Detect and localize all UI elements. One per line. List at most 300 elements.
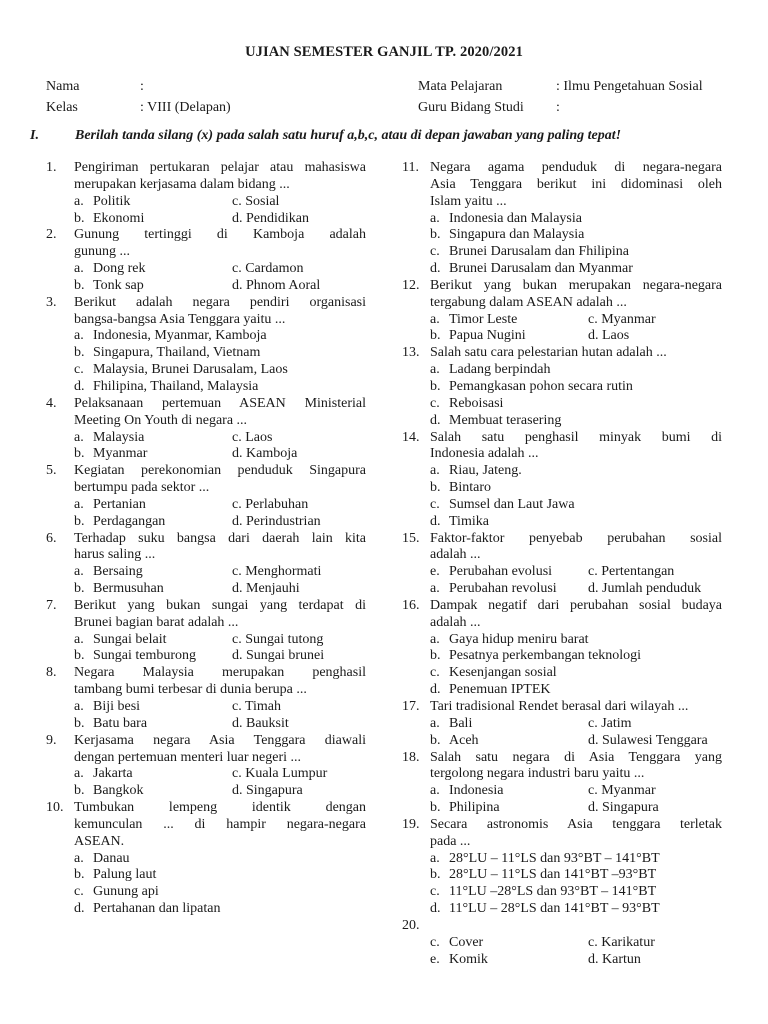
question-number: 11. [402,160,419,175]
answer-options [74,632,366,666]
answer-options [430,716,722,750]
option-text: Komik [449,951,488,967]
option-text: Myanmar [601,311,656,327]
option-letter: a. [74,193,84,209]
option-text: Perindustrian [246,513,321,529]
option-text: Pertentangan [601,564,675,580]
answer-option[interactable] [74,278,232,295]
answer-option[interactable] [74,497,232,514]
question-item [402,918,722,969]
answer-option[interactable] [430,463,722,480]
answer-option[interactable] [430,648,722,665]
answer-option[interactable] [430,783,588,800]
option-text: Brunei Darusalam dan Myanmar [449,261,633,277]
question-number: 9. [46,732,57,748]
option-letter: c. [430,934,440,950]
nama-label: Nama [46,79,80,94]
question-number: 2. [46,227,57,243]
option-letter: a. [430,783,440,799]
option-letter: c. [430,496,440,512]
answer-option[interactable] [430,851,722,868]
question-line: pada ... [430,833,471,849]
option-text: 28°LU – 11°LS dan 141°BT –93°BT [449,867,657,883]
option-text: Kartun [602,951,641,967]
answer-row [430,952,722,969]
answer-option[interactable] [588,783,656,800]
answer-row [74,430,366,447]
option-text: Bersaing [93,564,143,580]
question-number: 16. [402,597,420,613]
answer-option[interactable] [430,211,722,228]
answer-row [74,564,366,581]
answer-option[interactable] [430,396,722,413]
question-number: 13. [402,345,420,361]
option-text: Danau [93,850,130,866]
option-letter: b. [74,513,85,529]
question-item [402,699,722,750]
guru-label: Guru Bidang Studi [418,100,524,115]
option-letter: c. [430,395,440,411]
option-letter: c. [588,564,598,580]
option-letter: a. [430,850,440,866]
question-number: 7. [46,597,57,613]
option-text: 28°LU – 11°LS dan 93°BT – 141°BT [449,850,660,866]
answer-option[interactable] [430,497,722,514]
answer-option[interactable] [588,581,701,598]
option-text: Timor Leste [449,311,518,327]
answer-option[interactable] [74,901,366,918]
answer-row [74,581,366,598]
answer-option[interactable] [588,312,656,329]
answer-options [430,632,722,699]
option-text: Bangkok [93,783,144,799]
option-letter: b. [74,715,85,731]
answer-row [74,648,366,665]
answer-option[interactable] [74,194,232,211]
answer-options [430,463,722,530]
option-text: Palung laut [93,867,157,883]
answer-option[interactable] [430,935,588,952]
option-letter: b. [430,328,441,344]
option-text: Reboisasi [449,395,504,411]
answer-options [74,851,366,918]
option-letter: c. [430,244,440,260]
answer-options [430,564,722,598]
question-number: 5. [46,463,57,479]
question-text [430,598,722,632]
answer-option[interactable] [430,952,588,969]
option-letter: c. [232,429,242,445]
option-text: Indonesia dan Malaysia [449,210,582,226]
question-line: Kegiatan perekonomian penduduk Singapura [74,463,366,479]
answer-option[interactable] [232,632,323,649]
answer-row [74,261,366,278]
question-number: 14. [402,429,420,445]
answer-option[interactable] [430,564,588,581]
option-text: 11°LU –28°LS dan 93°BT – 141°BT [449,884,657,900]
option-text: Papua Nugini [449,328,526,344]
option-letter: b. [430,227,441,243]
option-letter: a. [74,766,84,782]
answer-option[interactable] [74,345,366,362]
question-item [402,817,722,918]
answer-option[interactable] [74,564,232,581]
question-item [46,295,366,396]
answer-option[interactable] [74,362,366,379]
option-text: Karikatur [601,934,655,950]
option-letter: d. [232,446,243,462]
option-letter: e. [430,951,440,967]
option-letter: d. [232,715,243,731]
question-line: Berikut yang bukan merupakan negara-negara [430,277,722,293]
answer-option[interactable] [588,328,629,345]
option-letter: a. [74,699,84,714]
answer-row [74,278,366,295]
option-text: Bintaro [449,480,491,496]
answer-option[interactable] [430,682,722,699]
answer-row [74,194,366,211]
question-line: Tumbukan lempeng identik dengan [74,800,366,816]
question-item [402,430,722,531]
option-text: Singapura [246,783,303,799]
answer-option[interactable] [588,716,632,733]
option-letter: d. [588,951,599,967]
question-item [46,463,366,530]
question-item [46,160,366,227]
answer-row [430,312,722,329]
question-line: Kerjasama negara Asia Tenggara diawali [74,732,366,748]
answer-option[interactable] [74,884,366,901]
option-text: Sungai tutong [245,631,324,647]
option-text: Bermusuhan [93,581,164,597]
option-text: Brunei Darusalam dan Fhilipina [449,244,630,260]
answer-option[interactable] [74,648,232,665]
answer-option[interactable] [430,901,722,918]
answer-option[interactable] [430,800,588,817]
question-line: gunung ... [74,244,130,260]
question-item [46,665,366,732]
answer-row [430,581,722,598]
option-letter: c. [74,362,84,378]
answer-row [74,211,366,228]
answer-option[interactable] [430,733,588,750]
option-text: Jatim [601,715,632,731]
option-text: Myanmar [601,783,656,799]
question-line: Faktor-faktor penyebab perubahan sosial [430,530,722,546]
question-text [74,598,366,632]
option-letter: a. [74,261,84,277]
option-text: Batu bara [93,715,148,731]
option-text: Indonesia, Myanmar, Kamboja [93,328,267,344]
option-text: Pesatnya perkembangan teknologi [449,648,642,664]
option-letter: c. [74,884,84,900]
answer-option[interactable] [232,497,308,514]
answer-option[interactable] [74,514,232,531]
answer-option[interactable] [588,800,659,817]
question-number: 15. [402,530,420,546]
option-text: Pertanian [93,496,146,512]
answer-option[interactable] [232,581,300,598]
answer-option[interactable] [74,867,366,884]
answer-option[interactable] [232,514,321,531]
option-letter: b. [430,480,441,496]
answer-option[interactable] [232,716,289,733]
option-text: Aceh [449,732,479,748]
answer-option[interactable] [232,446,297,463]
option-letter: d. [232,783,243,799]
option-text: Bauksit [246,715,289,731]
question-number: 20. [402,917,420,933]
question-number: 12. [402,277,420,293]
answer-option[interactable] [74,261,232,278]
option-letter: c. [232,564,242,580]
question-item [46,800,366,918]
question-item [46,598,366,665]
option-text: Perubahan evolusi [449,564,553,580]
answer-option[interactable] [430,328,588,345]
option-letter: a. [74,631,84,647]
answer-option[interactable] [74,581,232,598]
option-text: Gaya hidup meniru barat [449,631,589,647]
answer-option[interactable] [74,783,232,800]
answer-options [430,783,722,817]
answer-option[interactable] [430,867,722,884]
option-letter: b. [74,345,85,361]
section-instruction [30,128,621,144]
question-line: Indonesia adalah ... [430,446,539,462]
option-letter: a. [430,631,440,647]
question-line: Pelaksanaan pertemuan ASEAN Ministerial [74,395,366,411]
option-letter: d. [232,277,243,293]
question-text [74,733,366,767]
question-line: harus saling ... [74,547,156,563]
option-text: Sungai temburong [93,648,197,664]
option-letter: c. [588,934,598,950]
answer-option[interactable] [430,379,722,396]
answer-option[interactable] [74,379,366,396]
answer-option[interactable] [232,194,279,211]
option-text: Sungai belait [93,631,167,647]
answer-option[interactable] [74,430,232,447]
answer-option[interactable] [232,278,320,295]
option-text: Fhilipina, Thailand, Malaysia [93,378,259,394]
option-letter: b. [430,867,441,883]
question-line: Berikut adalah negara pendiri organisasi [74,294,366,310]
question-line: Salah satu penghasil minyak bumi di [430,429,722,445]
answer-options [74,430,366,464]
option-text: Cover [449,934,484,950]
answer-row [430,733,722,750]
answer-option[interactable] [430,480,722,497]
answer-row [74,497,366,514]
option-text: Tonk sap [93,277,144,293]
answer-option[interactable] [232,766,327,783]
answer-option[interactable] [588,935,655,952]
question-number: 4. [46,395,57,411]
answer-option[interactable] [430,581,588,598]
option-text: Laos [602,328,630,344]
answer-option[interactable] [232,783,303,800]
question-item [46,227,366,294]
option-text: Riau, Jateng. [449,463,522,479]
answer-option[interactable] [430,362,722,379]
option-text: Penemuan IPTEK [449,682,551,698]
answer-option[interactable] [232,430,272,447]
option-text: Phnom Aoral [246,277,321,293]
question-line [430,918,722,935]
option-letter: d. [232,581,243,597]
option-letter: d. [588,800,599,816]
answer-row [74,446,366,463]
option-letter: b. [74,581,85,597]
answer-option[interactable] [430,884,722,901]
option-letter: e. [430,564,440,580]
answer-row [430,783,722,800]
question-item [46,531,366,598]
question-line: Islam yaitu ... [430,193,507,209]
question-text [430,160,722,211]
answer-option[interactable] [74,851,366,868]
question-text [430,750,722,784]
option-letter: a. [74,850,84,866]
answer-options [74,328,366,395]
option-letter: d. [430,261,441,277]
question-text [74,531,366,565]
section-number: I. [30,128,39,143]
answer-option[interactable] [430,632,722,649]
kelas-value: : VIII (Delapan) [140,100,231,115]
answer-option[interactable] [232,211,309,228]
question-line: Tari tradisional Rendet berasal dari wilayah ... [430,699,689,714]
answer-option[interactable] [232,699,281,716]
answer-row [74,699,366,716]
option-letter: d. [232,648,243,664]
answer-option[interactable] [232,564,321,581]
option-letter: a. [74,328,84,344]
question-number: 6. [46,530,57,546]
option-letter: b. [430,800,441,816]
answer-option[interactable] [74,632,232,649]
answer-option[interactable] [74,211,232,228]
nama-value[interactable]: : [140,79,144,94]
question-text [74,227,366,261]
answer-option[interactable] [232,261,304,278]
answer-option[interactable] [430,716,588,733]
option-text: Gunung api [93,884,159,900]
answer-option[interactable] [74,716,232,733]
answer-option[interactable] [430,413,722,430]
answer-option[interactable] [588,952,641,969]
question-line: Asia Tenggara berikut ini didominasi oleh [430,176,722,192]
question-line: Salah satu negara di Asia Tenggara yang [430,749,722,765]
mapel-value: : Ilmu Pengetahuan Sosial [556,79,703,94]
questions-column-left [46,160,366,918]
option-letter: b. [430,378,441,394]
identity-guru [418,97,560,118]
question-text [74,665,366,699]
option-text: Sulawesi Tenggara [602,732,708,748]
option-letter: d. [74,378,85,394]
option-text: Kamboja [246,446,298,462]
answer-option[interactable] [430,227,722,244]
answer-option[interactable] [430,244,722,261]
answer-option[interactable] [232,648,324,665]
answer-option[interactable] [430,312,588,329]
answer-option[interactable] [430,261,722,278]
question-line: Terhadap suku bangsa dari daerah lain kita [74,530,366,546]
answer-options [430,935,722,969]
option-text: Kesenjangan sosial [449,665,557,681]
question-text [430,817,722,851]
question-line: adalah ... [430,614,481,630]
option-text: Ladang berpindah [449,362,551,378]
option-letter: c. [588,715,598,731]
question-text [430,430,722,464]
question-number: 17. [402,699,420,714]
answer-option[interactable] [430,665,722,682]
option-text: Singapura, Thailand, Vietnam [93,345,261,361]
answer-option[interactable] [74,446,232,463]
answer-row [74,632,366,649]
question-text [74,463,366,497]
question-line: Pengiriman pertukaran pelajar atau mahasiswa [74,160,366,175]
option-text: Timika [449,513,489,529]
option-letter: d. [430,412,441,428]
instruction-text: Berilah tanda silang (x) pada salah satu huruf a,b,c, atau di depan jawaban yang paling tepat! [75,128,622,143]
question-line: Berikut yang bukan sungai yang terdapat di [74,597,366,613]
option-letter: d. [430,901,441,917]
option-letter: a. [430,581,440,597]
answer-option[interactable] [74,766,232,783]
option-text: Malaysia [93,429,145,445]
question-text [74,295,366,329]
option-text: 11°LU – 28°LS dan 141°BT – 93°BT [449,901,660,917]
option-letter: a. [430,715,440,731]
option-letter: c. [232,261,242,277]
question-text [430,918,722,935]
answer-options [74,564,366,598]
option-text: Myanmar [93,446,148,462]
option-text: Philipina [449,800,500,816]
question-number: 10. [46,800,64,816]
question-line: ASEAN. [74,833,125,849]
question-item [402,345,722,429]
answer-row [430,716,722,733]
answer-option[interactable] [588,733,708,750]
guru-value[interactable]: : [556,100,560,115]
question-item [402,160,722,278]
answer-row [74,716,366,733]
option-letter: d. [430,513,441,529]
identity-mapel [418,76,703,97]
answer-option[interactable] [588,564,674,581]
option-letter: b. [74,210,85,226]
option-letter: d. [588,732,599,748]
question-text [430,531,722,565]
answer-option[interactable] [74,699,232,716]
option-letter: d. [588,581,599,597]
option-letter: a. [430,210,440,226]
question-text [74,396,366,430]
option-text: Pendidikan [246,210,309,226]
option-letter: b. [430,732,441,748]
question-line: kemunculan ... di hampir negara-negara [74,816,366,832]
option-letter: c. [588,783,598,799]
question-line: Brunei bagian barat adalah ... [74,614,239,630]
answer-option[interactable] [74,328,366,345]
answer-option[interactable] [430,514,722,531]
option-letter: a. [74,496,84,512]
